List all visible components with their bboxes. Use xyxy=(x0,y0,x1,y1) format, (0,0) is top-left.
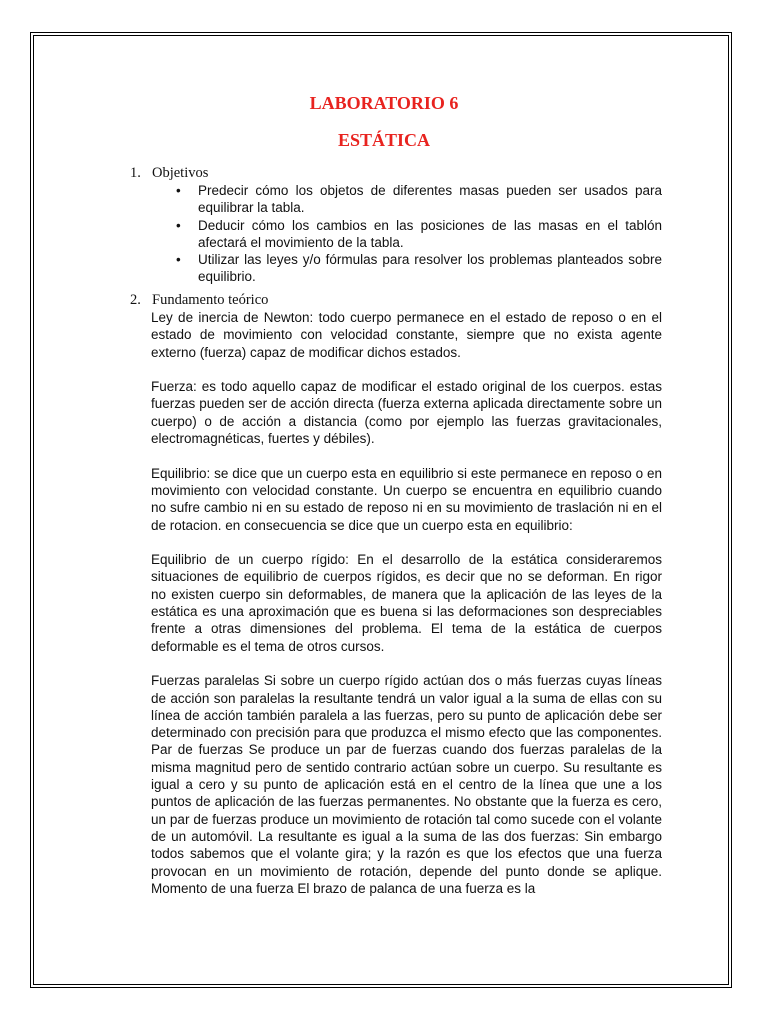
section-number: 1. xyxy=(130,165,141,181)
paragraph-fuerza: Fuerza: es todo aquello capaz de modificar el estado original de los cuerpos. estas fuerzas pueden ser de acción directa (fuerza externa aplicada directamente sobre un cuerpo) o de acción a distancia (como por ejemplo las fuerzas gravitacionales, electromagnéticas, fuertes y débiles). xyxy=(151,379,662,447)
document-title: LABORATORIO 6 xyxy=(309,93,459,113)
section-title: Objetivos xyxy=(152,165,209,181)
paragraph-cuerpo-rigido: Equilibrio de un cuerpo rígido: En el desarrollo de la estática consideraremos situaciones de equilibrio de cuerpos rígidos, es decir que no se deforman. En rigor no existen cuerpo sin deformables, de manera que la aplicación de las leyes de la estática es una aproximación que es buena si las deformaciones son despreciables frente a otras dimensiones del problema. El tema de la estática de cuerpos deformable es el tema de otros cursos. xyxy=(151,552,662,654)
document-subtitle: ESTÁTICA xyxy=(337,130,431,150)
theory-body xyxy=(151,309,662,897)
section-fundamento-heading xyxy=(130,292,268,309)
paragraph-inercia: Ley de inercia de Newton: todo cuerpo permanece en el estado de reposo o en el estado de movimiento con velocidad constante, siempre que no exista agente externo (fuerza) capaz de modificar dichos estados. xyxy=(151,310,662,360)
objectives-list xyxy=(176,182,662,286)
section-number: 2. xyxy=(130,292,141,308)
list-item xyxy=(176,217,662,252)
paragraph-fuerzas-paralelas: Fuerzas paralelas Si sobre un cuerpo rígido actúan dos o más fuerzas cuyas líneas de acción son paralelas la resultante tendrá un valor igual a la suma de ellas con su línea de acción también paralela a las fuerzas, pero su punto de aplicación debe ser determinado con precisión para que produzca el mismo efecto que las componentes. Par de fuerzas Se produce un par de fuerzas cuando dos fuerzas paralelas de la misma magnitud pero de sentido contrario actúan sobre un cuerpo. Su resultante es igual a cero y su punto de aplicación está en el centro de la línea que une a los puntos de aplicación de las fuerzas permanentes. No obstante que la fuerza es cero, un par de fuerzas produce un movimiento de rotación tal como sucede con el volante de un automóvil. La resultante es igual a la suma de las dos fuerzas: Sin embargo todos sabemos que el volante gira; y la razón es que los efectos que una fuerza provocan en un movimiento de rotación, depende del punto donde se aplique. Momento de una fuerza El brazo de palanca de una fuerza es la xyxy=(151,673,662,896)
bullet-icon: • xyxy=(176,183,181,198)
list-item xyxy=(176,182,662,217)
bullet-icon: • xyxy=(176,252,181,268)
bullet-icon: • xyxy=(176,217,181,233)
list-item xyxy=(176,251,662,286)
list-item-text: Predecir cómo los objetos de diferentes masas pueden ser usados para equilibrar la tabla. xyxy=(198,183,662,216)
section-title: Fundamento teórico xyxy=(152,292,269,308)
list-item-text: Deducir cómo los cambios en las posiciones de las masas en el tablón afectará el movimiento de la tabla. xyxy=(198,217,662,250)
section-objetivos-heading xyxy=(130,165,208,182)
paragraph-equilibrio: Equilibrio: se dice que un cuerpo esta en equilibrio si este permanece en reposo o en movimiento con velocidad constante. Un cuerpo se encuentra en equilibrio cuando no sufre cambio ni en su estado de reposo ni en su movimiento de traslación ni en el de rotacion. en consecuencia se dice que un cuerpo esta en equilibrio: xyxy=(151,465,662,533)
list-item-text: Utilizar las leyes y/o fórmulas para resolver los problemas planteados sobre equilibrio. xyxy=(198,252,662,285)
